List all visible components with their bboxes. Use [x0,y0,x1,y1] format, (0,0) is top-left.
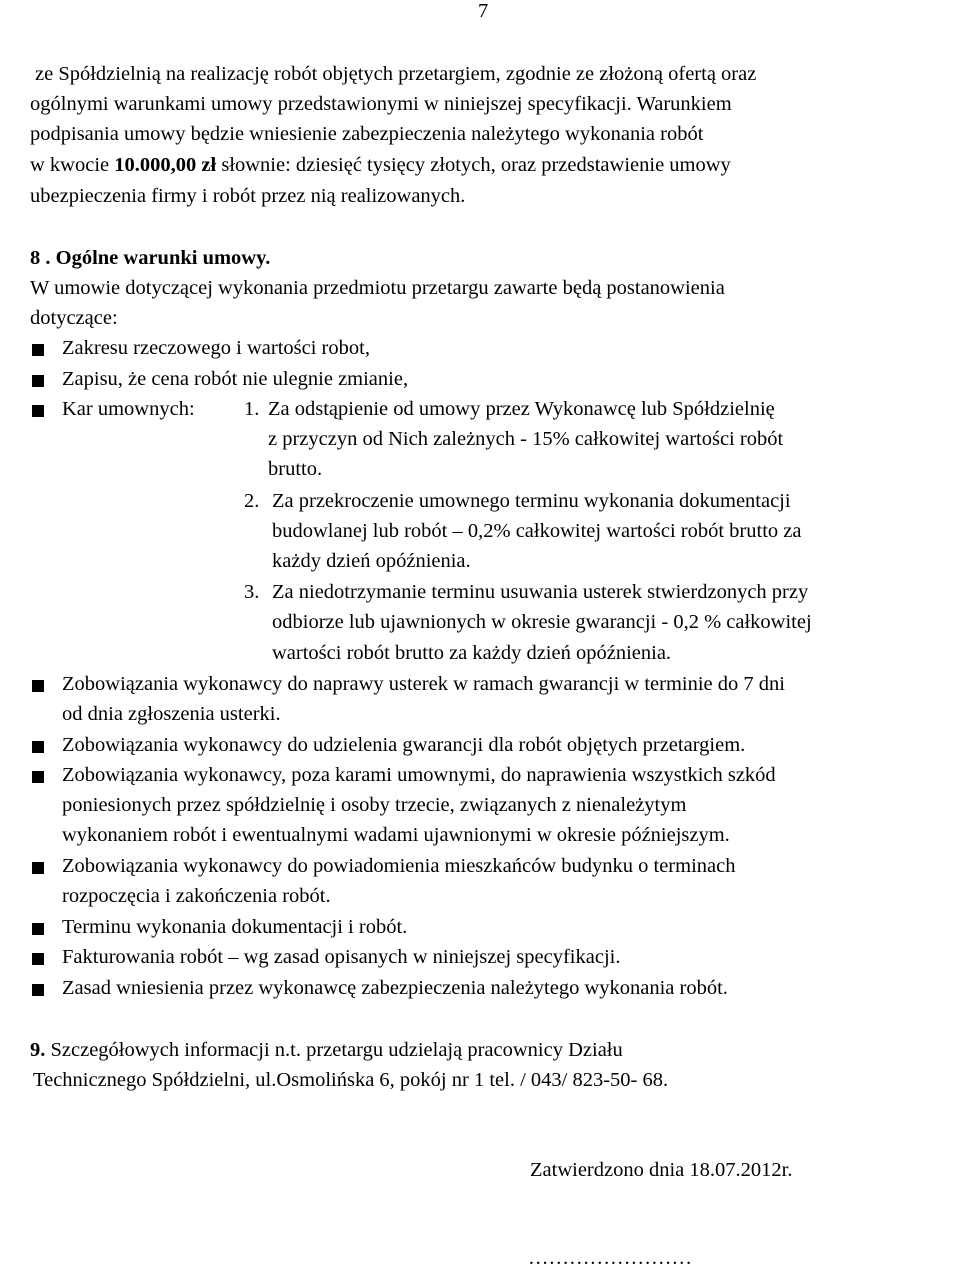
intro-line-1: ze Spółdzielnią na realizację robót objętych przetargiem, zgodnie ze złożoną ofertą oraz [35,63,757,85]
signature-line: …………………… [528,1247,692,1269]
bullet-square-icon [32,984,44,996]
section-8-heading: 8 . Ogólne warunki umowy. [30,247,271,269]
penalty-2-number: 2. [244,490,260,512]
bullet-square-icon [32,344,44,356]
bullet-square-icon [32,741,44,753]
bullet-square-icon [32,680,44,692]
intro-line-5: ubezpieczenia firmy i robót przez nią realizowanych. [30,185,466,207]
penalty-2-line-1: Za przekroczenie umownego terminu wykonania dokumentacji [272,490,791,512]
bullet-square-icon [32,862,44,874]
intro-line-4-prefix: w kwocie [30,154,115,176]
penalty-3-line-3: wartości robót brutto za każdy dzień opóźnienia. [272,642,672,664]
bullet-square-icon [32,953,44,965]
approval-date: Zatwierdzono dnia 18.07.2012r. [530,1159,793,1181]
bullet-warranty: Zobowiązania wykonawcy do udzielenia gwarancji dla robót objętych przetargiem. [62,734,746,756]
penalty-3-line-2: odbiorze lub ujawnionych w okresie gwarancji - 0,2 % całkowitej [272,611,812,633]
section-9-text-1: Szczegółowych informacji n.t. przetargu udzielają pracownicy Działu [45,1039,623,1061]
penalty-2-line-2: budowlanej lub robót – 0,2% całkowitej wartości robót brutto za [272,520,802,542]
section-9-line-2: Technicznego Spółdzielni, ul.Osmolińska 6, pokój nr 1 tel. / 043/ 823-50- 68. [33,1069,669,1091]
bullet-notify-line-1: Zobowiązania wykonawcy do powiadomienia mieszkańców budynku o terminach [62,855,736,877]
bullet-price: Zapisu, że cena robót nie ulegnie zmianie, [62,368,409,390]
bullet-invoicing: Fakturowania robót – wg zasad opisanych w niniejszej specyfikacji. [62,946,621,968]
bullet-square-icon [32,923,44,935]
penalty-1-line-1: Za odstąpienie od umowy przez Wykonawcę lub Spółdzielnię [268,398,775,420]
bullet-square-icon [32,771,44,783]
bullet-damages-line-3: wykonaniem robót i ewentualnymi wadami ujawnionymi w okresie późniejszym. [62,824,730,846]
intro-line-3: podpisania umowy będzie wniesienie zabezpieczenia należytego wykonania robót [30,123,704,145]
penalty-1-number: 1. [244,398,260,420]
deposit-amount: 10.000,00 zł [114,154,217,176]
penalty-3-number: 3. [244,581,260,603]
bullet-security: Zasad wniesienia przez wykonawcę zabezpieczenia należytego wykonania robót. [62,977,728,999]
bullet-penalties-label: Kar umownych: [62,398,195,420]
bullet-deadline: Terminu wykonania dokumentacji i robót. [62,916,408,938]
intro-line-2: ogólnymi warunkami umowy przedstawionymi w niniejszej specyfikacji. Warunkiem [30,93,732,115]
page-number: 7 [478,0,489,22]
section-9-number: 9. [30,1039,46,1061]
bullet-damages-line-1: Zobowiązania wykonawcy, poza karami umownymi, do naprawienia wszystkich szkód [62,764,776,786]
bullet-repair-line-1: Zobowiązania wykonawcy do naprawy usterek w ramach gwarancji w terminie do 7 dni [62,673,785,695]
penalty-1-line-2: z przyczyn od Nich zależnych - 15% całkowitej wartości robót [268,428,784,450]
section-8-intro-2: dotyczące: [30,307,118,329]
bullet-notify-line-2: rozpoczęcia i zakończenia robót. [62,885,331,907]
intro-line-4-suffix: słownie: dziesięć tysięcy złotych, oraz przedstawienie umowy [216,154,731,176]
section-8-intro-1: W umowie dotyczącej wykonania przedmiotu przetargu zawarte będą postanowienia [30,277,725,299]
section-9-line-1 [30,1037,623,1063]
bullet-square-icon [32,375,44,387]
penalty-2-line-3: każdy dzień opóźnienia. [272,550,471,572]
bullet-square-icon [32,405,44,417]
intro-line-4 [30,152,731,178]
bullet-scope: Zakresu rzeczowego i wartości robot, [62,337,370,359]
penalty-3-line-1: Za niedotrzymanie terminu usuwania usterek stwierdzonych przy [272,581,809,603]
bullet-repair-line-2: od dnia zgłoszenia usterki. [62,703,281,725]
penalty-1-line-3: brutto. [268,458,323,480]
bullet-damages-line-2: poniesionych przez spółdzielnię i osoby trzecie, związanych z nienależytym [62,794,687,816]
